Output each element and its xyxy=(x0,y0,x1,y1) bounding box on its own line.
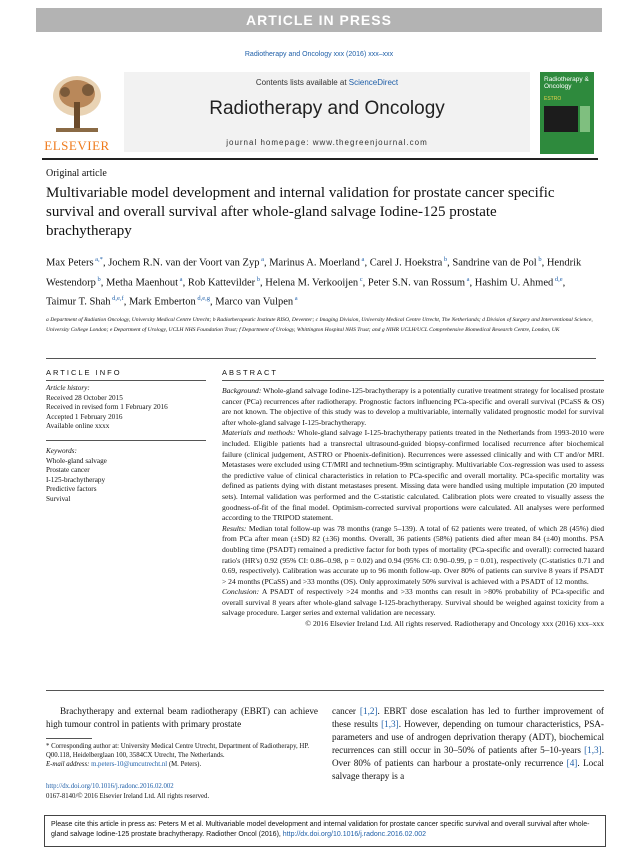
body-text-right xyxy=(332,705,604,783)
body-text-segment: . However, depending on tumour characteristics, PSA-parameters and use of androgen deprivation therapy (ADT), biochemical recurrences can still occur in 30–50% of patients after 5–10-years xyxy=(332,719,604,755)
body-text-left: Brachytherapy and external beam radiotherapy (EBRT) can achieve high tumour control in patients with primary prostate xyxy=(46,706,318,729)
elsevier-tree-icon xyxy=(50,72,104,136)
background-text: Whole-gland salvage Iodine-125-brachytherapy is a potentially curative treatment strategy for localised prostate cancer (PCa) recurrences after radiotherapy. Prognostic factors influencing PCa-specific and overall survival (PCaSS & OS) are not known. The objective of this study was to develop a multivariable, internally validated prognostic model for survival after whole-gland salvage I-125-brachytherapy. xyxy=(222,386,604,427)
article-in-press-banner: ARTICLE IN PRESS xyxy=(36,8,602,32)
author-affiliation-marker[interactable]: a,* xyxy=(93,256,103,263)
email-suffix: (M. Peters). xyxy=(168,761,202,768)
body-text-segment: . Local salvage therapy is a xyxy=(332,758,604,781)
cover-image-block xyxy=(544,106,578,132)
article-type: Original article xyxy=(46,168,107,179)
abstract-background xyxy=(222,386,604,428)
history-item: Received in revised form 1 February 2016 xyxy=(46,403,168,412)
article-info xyxy=(46,384,206,505)
author-affiliation-marker[interactable]: b xyxy=(255,275,261,283)
doi-link[interactable]: http://dx.doi.org/10.1016/j.radonc.2016.02.002 xyxy=(46,783,174,790)
issn-copyright: 0167-8140/© 2016 Elsevier Ireland Ltd. All rights reserved. xyxy=(46,793,210,800)
email-label: E-mail address: xyxy=(46,761,90,768)
results-text: Median total follow-up was 78 months (range 5–139). A total of 62 patients were treated, of which 28 (45%) died from PCa after mean (±SD) 82 (±36) months. Overall, 36 patients (58%) patients died after mean 84 (±40) months. PSA doubling time (PSADT) remained a predictive factor for both types of mortality (PCa-specific and overall): corrected hazard ratio's (HR's) 0.92 (95% CI: 0.86–0.98, p = 0.02) and 0.94 (95% CI: 0.90–0.99, p = 0.01), respectively (C-statistics 0.71 and 0.69, respectively). Calibration was accurate up to 96 month follow-up. Over 80% of patients can survive 8 years if PSADT > 24 months (PCaSS) and >33 months (OS). Only approximately 50% survival is achieved with a PSADT of 12 months. xyxy=(222,523,604,586)
history-label: Article history: xyxy=(46,384,90,392)
article-info-heading: ARTICLE INFO xyxy=(46,368,122,377)
reference-link[interactable]: [1,2] xyxy=(359,706,378,716)
author-name[interactable]: Hashim U. Ahmed xyxy=(474,277,554,288)
author-affiliation-marker[interactable]: d,e xyxy=(553,275,563,283)
history-item: Available online xxxx xyxy=(46,422,110,431)
abstract-methods xyxy=(222,428,604,523)
abstract-results xyxy=(222,524,604,588)
author-affiliation-marker[interactable]: b xyxy=(442,256,448,263)
journal-title: Radiotherapy and Oncology xyxy=(209,98,445,119)
author-list: Max Peters $^{a,*}$, Jochem R.N. van der Voort van Zyp $^a$, Marinus A. Moerland $^a$, Carel J. Hoekstra $^b$, Sandrine van de Pol $^b$, Hendrik Westendorp $^b$, Metha Maenhout $^a$, Rob Kattevilder $^b$, Helena M. Verkooijen $^c$, Peter S.N. van Rossum $^a$, Hashim U. Ahmed $^{d,e}$, Taimur T. Shah $^{d,e,f}$, Mark Emberton $^{d,e,g}$, Marco van Vulpen $^a$ xyxy=(46,256,582,308)
cover-title: Radiotherapy & Oncology xyxy=(544,76,589,91)
abstract-copyright: © 2016 Elsevier Ireland Ltd. All rights reserved. Radiotherapy and Oncology xxx (2016) xxx–xxx xyxy=(305,619,604,629)
author-name[interactable]: Peter S.N. van Rossum xyxy=(367,277,466,288)
journal-homepage[interactable]: journal homepage: www.thegreenjournal.com xyxy=(226,138,428,147)
body-text-segment: . EBRT dose escalation has led to further improvement of these results xyxy=(332,706,604,729)
cover-subtitle: ESTRO xyxy=(544,96,562,102)
sciencedirect-link[interactable]: ScienceDirect xyxy=(348,78,399,87)
abstract-bottom-rule xyxy=(46,690,604,691)
author-affiliation-marker[interactable]: c xyxy=(358,275,363,283)
author-name[interactable]: Marco van Vulpen xyxy=(215,296,294,308)
keyword-item: Predictive factors xyxy=(46,485,97,494)
body-text-segment: . Over 80% of patients can harbour a prostate-only recurrence xyxy=(332,745,604,768)
history-item: Accepted 1 February 2016 xyxy=(46,412,123,421)
reference-link[interactable]: [1,3] xyxy=(584,745,602,755)
author-name[interactable]: Sandrine van de Pol xyxy=(452,257,537,269)
author-name[interactable]: Metha Maenhout xyxy=(106,277,179,288)
journal-reference[interactable]: Radiotherapy and Oncology xxx (2016) xxx–xxx xyxy=(244,51,394,58)
elsevier-logo[interactable] xyxy=(42,72,112,154)
author-name[interactable]: Jochem R.N. van der Voort van Zyp xyxy=(108,257,260,269)
citation-box xyxy=(44,815,606,847)
abstract-rule xyxy=(222,380,604,381)
author-affiliation-marker[interactable]: a xyxy=(178,275,183,283)
author-name[interactable]: Max Peters xyxy=(46,257,94,269)
author-name[interactable]: Taimur T. Shah xyxy=(46,296,111,308)
body-text-segment: cancer xyxy=(332,706,360,716)
author-affiliation-marker[interactable]: b xyxy=(95,275,101,283)
reference-link[interactable]: [1,3] xyxy=(381,719,399,729)
methods-label: Materials and methods: xyxy=(222,428,296,438)
abstract-conclusion xyxy=(222,587,604,619)
conclusion-text: A PSADT of respectively >24 months and >33 months can result in >80% probability of PCa-specific and overall survival 8 years after whole-gland salvage I-125-brachytherapy. Survival should be weighed against toxicity from a salvage procedure. Larger series and external validation are necessary. xyxy=(222,587,604,618)
author-name[interactable]: Hendrik Westendorp xyxy=(46,257,582,288)
abstract-heading: ABSTRACT xyxy=(222,368,279,377)
background-label: Background: xyxy=(222,386,262,395)
abstract-body xyxy=(222,386,604,630)
author-name[interactable]: Mark Emberton xyxy=(128,296,196,308)
author-affiliation-marker[interactable]: a xyxy=(359,256,365,263)
keywords-rule xyxy=(46,440,206,441)
affiliations: a Department of Radiation Oncology, University Medical Centre Utrecht; b Radiotherapeutic Institute RISO, Deventer; c Imaging Division, University Medical Centre Utrecht, The Netherlands; d Division of Surgery and Interventional Science, University College London; e Department of Urology, UCLH NHS Foundation Trust; f Department of Urology, Whittington Hospital NHS Trust; and g NIHR UCLH/UCL Comprehensive Biomedical Research Centre, London, UK xyxy=(46,317,593,333)
keywords-label: Keywords: xyxy=(46,446,77,455)
footnote xyxy=(46,742,318,769)
article-info-rule xyxy=(46,380,206,381)
author-affiliation-marker[interactable]: a xyxy=(259,256,264,263)
keyword-item: Prostate cancer xyxy=(46,466,90,475)
conclusion-label: Conclusion: xyxy=(222,587,260,597)
footnote-rule xyxy=(46,738,92,739)
methods-text: Whole-gland salvage I-125-brachytherapy patients treated in the Netherlands from 1993-2010 were included. Eligible patients had a transrectal ultrasound-guided biopsy-confirmed localised recurrence after biochemical failure (clinical judgement, ASTRO or Phoenix-definition). Recurrences were assessed clinically and with CT and/or MRI. Metastases were excluded using CT/MRI and technetium-99m scintigraphy. Multivariable Cox-regression was used to assess the predictive value of clinical characteristics in relation to PCa-specific and overall mortality. PCa-specific mortality was defined as patients dying with distant metastases present. Missing data were handled using multiple imputation (20 imputed sets). Internal validation was performed and the C-statistic calculated. Calibration plots were created to visually assess the goodness-of-fit of the final model. Optimism-corrected survival proportions were calculated. All analyses were performed according to the TRIPOD statement. xyxy=(222,428,604,523)
keyword-item: Survival xyxy=(46,494,71,503)
author-name[interactable]: Marinus A. Moerland xyxy=(269,257,360,269)
results-label: Results: xyxy=(222,523,247,533)
masthead-divider xyxy=(42,158,598,160)
journal-header-box xyxy=(124,72,530,152)
history-item: Received 28 October 2015 xyxy=(46,393,123,402)
email-line xyxy=(46,760,318,769)
author-name[interactable]: Helena M. Verkooijen xyxy=(265,277,359,288)
article-title: Multivariable model development and internal validation for prostate cancer specific survival and overall survival after whole-gland salvage Iodine-125 prostate brachytherapy xyxy=(46,185,555,239)
contents-line xyxy=(124,78,530,87)
cover-image-strip xyxy=(580,106,590,132)
author-affiliation-marker[interactable]: a xyxy=(465,275,470,283)
author-name[interactable]: Carel J. Hoekstra xyxy=(369,257,443,269)
reference-link[interactable]: [4] xyxy=(566,758,578,768)
author-affiliation-marker[interactable]: d,e,f xyxy=(110,295,124,302)
journal-cover-image[interactable] xyxy=(540,72,594,154)
citation-text: Please cite this article in press as: Peters M et al. Multivariable model development and internal validation for prostate cancer specific survival and overall survival after whole-gland salvage Iodine-125 prostate brachytherapy. Radiother Oncol (2016), xyxy=(51,821,590,838)
author-name[interactable]: Rob Kattevilder xyxy=(187,277,256,288)
journal-masthead xyxy=(42,70,598,158)
author-affiliation-marker[interactable]: b xyxy=(536,256,542,263)
corresponding-author: * Corresponding author at: University Medical Centre Utrecht, Department of Radiotherapy, HP. Q00.118, Heidelberglaan 100, 3584CX Utrecht, The Netherlands. xyxy=(46,743,310,759)
contents-prefix: Contents lists available at xyxy=(255,78,349,87)
author-affiliation-marker[interactable]: a xyxy=(293,295,298,302)
keyword-item: Whole-gland salvage xyxy=(46,456,107,465)
affiliation-divider xyxy=(46,358,596,359)
email-link[interactable]: m.peters-10@umcutrecht.nl xyxy=(91,761,168,768)
elsevier-wordmark: ELSEVIER xyxy=(44,138,110,153)
keyword-item: I-125-brachytherapy xyxy=(46,475,106,484)
author-affiliation-marker[interactable]: d,e,g xyxy=(195,295,210,302)
citation-doi-link[interactable]: http://dx.doi.org/10.1016/j.radonc.2016.02.002 xyxy=(282,831,427,838)
